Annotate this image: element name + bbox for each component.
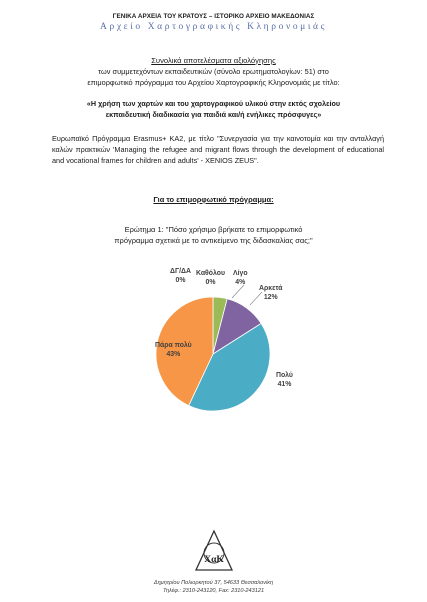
pie-label-category: Πάρα πολύ: [155, 342, 192, 349]
program-title-line-1: «Η χρήση των χαρτών και του χαρτογραφικού υλικού στην εκτός σχολείου: [86, 99, 341, 108]
pie-label-percent: 41%: [277, 380, 292, 388]
pie-label-category: Αρκετά: [259, 285, 283, 292]
title-line-2: των συμμετεχόντων εκπαιδευτικών (σύνολο ερωτηματολογίων: 51) στο: [98, 67, 329, 76]
title-line-3: επιμορφωτικό πρόγραμμα του Αρχείου Χαρτογραφικής Κληρονομιάς με τίτλο:: [87, 78, 340, 87]
question-line-2: πρόγραμμα σχετικά με το αντικείμενο της διδασκαλίας σας;": [114, 236, 313, 245]
pie-label-percent: 12%: [263, 293, 278, 301]
title-line-1: Συνολικά αποτελέσματα αξιολόγησης: [151, 56, 276, 65]
section-heading: Για το επιμορφωτικό πρόγραμμα:: [153, 195, 274, 204]
archive-logo: [191, 528, 237, 578]
pie-label-1: [170, 268, 191, 285]
program-title-line-2: εκπαιδευτική διαδικασία για παιδιά και/ή ενήλικες πρόσφυγες»: [105, 110, 322, 119]
header-institution: ΓΕΝΙΚΑ ΑΡΧΕΙΑ ΤΟΥ ΚΡΑΤΟΥΣ – ΙΣΤΟΡΙΚΟ ΑΡΧΕΙΟ ΜΑΚΕΔΟΝΙΑΣ: [112, 13, 315, 20]
footer-address: Δημητρίου Πολιορκητού 37, 54633 Θεσσαλονίκη: [153, 580, 274, 586]
pie-label-category: Πολύ: [276, 372, 293, 379]
pie-label-4: [259, 285, 282, 302]
program-description: Ευρωπαϊκό Πρόγραμμα Erasmus+ ΚΑ2, με τίτλο "Συνεργασία για την καινοτομία και την ανταλλαγή καλών πρακτικών 'Managing the refugee and migrant flows through the development of educational and vocational frames for children and adults' - XENIOS ZEUS".: [52, 134, 384, 166]
pie-label-5: [276, 372, 293, 389]
logo-text: ΧαΚ: [204, 555, 224, 565]
question-line-1: Ερώτημα 1: "Πόσο χρήσιμο βρήκατε το επιμορφωτικό: [124, 225, 303, 234]
pie-label-category: Λίγο: [233, 270, 248, 277]
pie-label-2: [196, 270, 225, 287]
pie-label-percent: 0%: [205, 278, 216, 286]
pie-label-percent: 43%: [166, 350, 181, 358]
pie-label-category: ΔΓ/ΔΑ: [170, 268, 191, 275]
pie-label-percent: 0%: [175, 276, 186, 284]
footer-contact: Τηλέφ.: 2310-243120, Fax: 2310-243121: [162, 588, 265, 594]
pie-label-category: Καθόλου: [196, 270, 225, 277]
pie-label-percent: 4%: [235, 278, 246, 286]
pie-label-3: [233, 270, 248, 287]
pie-label-6: [155, 342, 192, 359]
header-archive-name: Αρχείο Χαρτογραφικής Κληρονομιάς: [100, 22, 327, 32]
